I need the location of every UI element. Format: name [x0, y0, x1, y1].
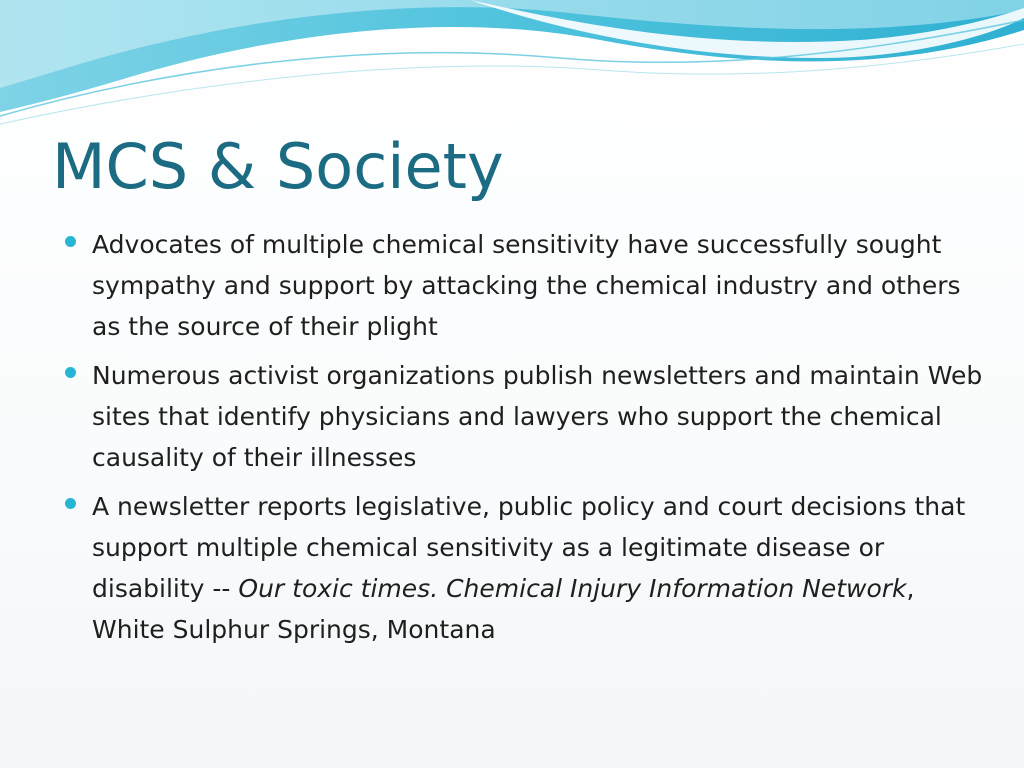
- bullet-item: [92, 224, 992, 347]
- bullet-text-plain: A newsletter reports legislative, public policy and court decisions that support multiple chemical sensitivity as a legitimate disease or disability --: [92, 492, 966, 603]
- wave-header-decoration: [0, 0, 1024, 130]
- bullet-dot-icon: [65, 367, 76, 378]
- bullet-text: Advocates of multiple chemical sensitivity have successfully sought sympathy and support by attacking the chemical industry and others as the source of their plight: [92, 230, 961, 341]
- citation-title: Our toxic times. Chemical Injury Information Network: [238, 574, 907, 603]
- bullet-list: [92, 224, 992, 658]
- bullet-item: [92, 486, 992, 650]
- bullet-text: Numerous activist organizations publish newsletters and maintain Web sites that identify physicians and lawyers who support the chemical causality of their illnesses: [92, 361, 983, 472]
- citation-location: , White Sulphur Springs, Montana: [92, 574, 915, 644]
- bullet-item: [92, 355, 992, 478]
- bullet-dot-icon: [65, 498, 76, 509]
- bullet-dot-icon: [65, 236, 76, 247]
- slide-title: MCS & Society: [52, 130, 504, 203]
- bullet-text: [92, 492, 965, 644]
